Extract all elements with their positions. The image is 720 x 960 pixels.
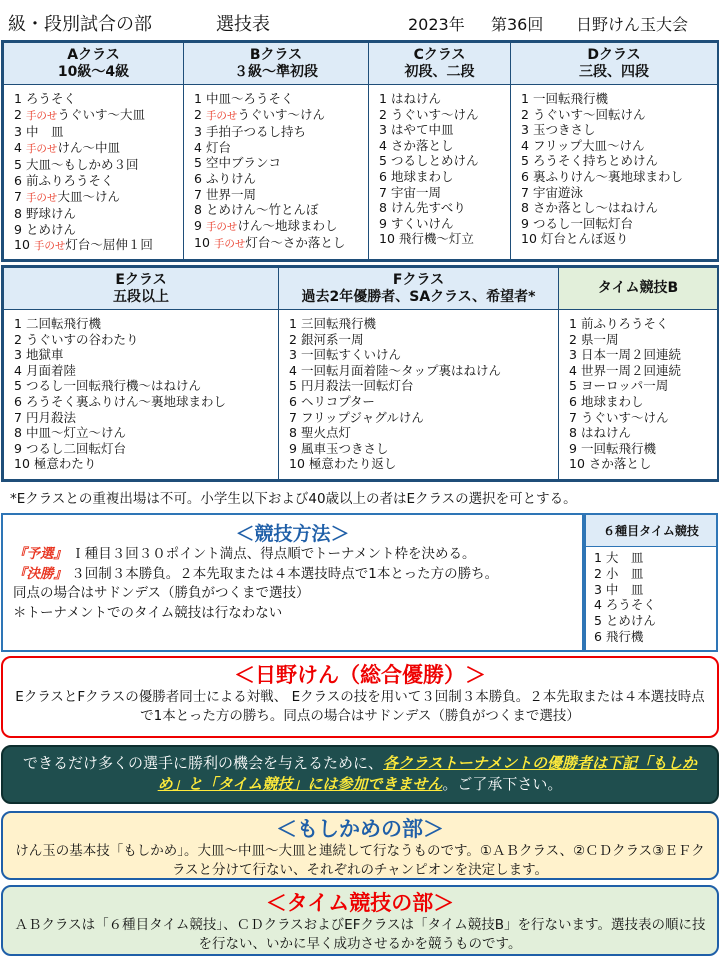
class-range: ３級～準初段 bbox=[234, 63, 318, 80]
skill-item bbox=[14, 332, 278, 348]
skill-name: 手拍子つるし持ち bbox=[205, 124, 306, 140]
class-name: Cクラス bbox=[413, 46, 466, 63]
skill-name: つるし一回転飛行機～はねけん bbox=[25, 378, 201, 394]
page-subtitle: 選技表 bbox=[216, 14, 270, 35]
skill-number: 5 bbox=[14, 378, 22, 394]
class-skill-list bbox=[184, 85, 369, 260]
skill-name: うぐいす～けん bbox=[237, 106, 325, 122]
moshikame-box bbox=[1, 811, 719, 880]
class-skill-list bbox=[511, 85, 718, 260]
hand-tag: 手のせ bbox=[33, 240, 66, 253]
skill-name: 風車玉つきさし bbox=[300, 440, 389, 456]
skill-name: とめけん bbox=[25, 221, 76, 237]
timerace-title: ＜タイム競技の部＞ bbox=[265, 891, 455, 915]
skill-item bbox=[289, 425, 558, 441]
skill-number: 8 bbox=[379, 200, 387, 216]
skill-item bbox=[14, 363, 278, 379]
skill-name: はやて中皿 bbox=[390, 122, 454, 138]
skill-item bbox=[14, 140, 183, 158]
hand-tag: 手のせ bbox=[205, 109, 238, 122]
skill-name: はねけん bbox=[390, 91, 441, 106]
yosen-rule bbox=[13, 545, 572, 565]
skill-number: 2 bbox=[14, 331, 22, 347]
skill-number: 7 bbox=[379, 184, 387, 200]
skill-number: 3 bbox=[569, 347, 577, 363]
skill-name: さか落とし bbox=[588, 456, 652, 472]
skill-name: うぐいすの谷わたり bbox=[25, 331, 139, 347]
skill-item bbox=[194, 107, 368, 125]
skill-number: 8 bbox=[569, 425, 577, 441]
skill-name: 飛行機～灯立 bbox=[398, 231, 474, 247]
kessho-rule bbox=[13, 565, 572, 585]
skill-number: 6 bbox=[194, 170, 202, 186]
skill-name: 一回転すくいけん bbox=[300, 347, 401, 363]
class-range: 初段、二段 bbox=[404, 63, 475, 80]
skill-name: ヘリコプター bbox=[300, 393, 375, 409]
skill-name: 世界一周２回連続 bbox=[580, 362, 681, 378]
class-name: Eクラス bbox=[115, 271, 167, 288]
skill-item bbox=[14, 91, 183, 107]
skill-item bbox=[569, 394, 717, 410]
six-event-item: 3 中 皿 bbox=[594, 581, 644, 597]
skill-item bbox=[194, 155, 368, 171]
skill-name: 世界一周 bbox=[205, 186, 256, 202]
tie-rule: 同点の場合はサドンデス（勝負がつくまで選技） bbox=[13, 585, 310, 601]
skill-name: とめけん～竹とんぼ bbox=[205, 202, 319, 218]
skill-item bbox=[569, 363, 717, 379]
skill-item bbox=[194, 140, 368, 156]
skill-number: 10 bbox=[14, 237, 30, 253]
skill-name: 地球まわし bbox=[580, 393, 644, 409]
skill-name: 灯台～屈伸１回 bbox=[65, 237, 153, 253]
skill-item bbox=[289, 456, 558, 472]
skill-item bbox=[14, 124, 183, 140]
skill-name: 地獄車 bbox=[25, 347, 64, 363]
skill-number: 3 bbox=[194, 124, 202, 140]
skill-name: 日本一周２回連続 bbox=[580, 347, 681, 363]
six-event-title: ６種目タイム競技 bbox=[586, 515, 716, 547]
skill-name: 月面着陸 bbox=[25, 362, 76, 378]
skill-number: 9 bbox=[194, 217, 202, 233]
skill-number: 7 bbox=[569, 409, 577, 425]
skill-item bbox=[194, 124, 368, 140]
skill-name: 一回転月面着陸～タップ裏はねけん bbox=[300, 362, 501, 378]
class-name: タイム競技B bbox=[597, 280, 679, 296]
notice-box bbox=[1, 745, 719, 804]
notice-text bbox=[15, 753, 705, 795]
skill-item bbox=[14, 107, 183, 125]
skill-item bbox=[14, 456, 278, 472]
skill-item bbox=[289, 332, 558, 348]
header bbox=[8, 10, 714, 40]
skill-number: 10 bbox=[569, 456, 585, 472]
skill-name: 大皿～もしかめ３回 bbox=[25, 157, 139, 173]
skill-number: 9 bbox=[14, 440, 22, 456]
skill-name: 極意わたり返し bbox=[308, 456, 397, 472]
skill-item bbox=[194, 235, 368, 253]
skill-item bbox=[569, 441, 717, 457]
top-class-table bbox=[1, 40, 719, 262]
class-name: Aクラス bbox=[67, 46, 120, 63]
method-box bbox=[1, 513, 584, 652]
skill-item bbox=[194, 187, 368, 203]
skill-name: 二回転飛行機 bbox=[25, 316, 101, 331]
skill-name: 中 皿 bbox=[25, 124, 64, 140]
hand-tag: 手のせ bbox=[25, 142, 58, 155]
class-name: Fクラス bbox=[392, 271, 445, 288]
skill-name: 灯台とんぼ返り bbox=[540, 231, 629, 247]
skill-item bbox=[521, 200, 717, 216]
class-skill-list bbox=[4, 310, 279, 480]
skill-name: 中皿～灯立～けん bbox=[25, 425, 126, 441]
skill-item bbox=[521, 138, 717, 154]
skill-name: 裏ふりけん～裏地球まわし bbox=[532, 168, 683, 184]
skill-item bbox=[569, 425, 717, 441]
skill-item bbox=[14, 394, 278, 410]
class-header bbox=[279, 268, 559, 310]
skill-item bbox=[521, 216, 717, 232]
skill-name: さか落とし bbox=[390, 137, 454, 153]
skill-number: 5 bbox=[194, 155, 202, 171]
skill-item bbox=[289, 316, 558, 332]
skill-number: 1 bbox=[14, 316, 22, 331]
skill-name: つるしとめけん bbox=[390, 153, 479, 169]
skill-item bbox=[379, 200, 510, 216]
skill-item bbox=[569, 456, 717, 472]
timerace-box bbox=[1, 885, 719, 956]
skill-number: 2 bbox=[194, 106, 202, 122]
skill-name: 県一周 bbox=[580, 331, 619, 347]
skill-item bbox=[379, 231, 510, 247]
skill-item bbox=[521, 185, 717, 201]
method-note: ＊トーナメントでのタイム競技は行なわない bbox=[13, 604, 283, 621]
skill-item bbox=[379, 122, 510, 138]
skill-item bbox=[521, 231, 717, 247]
bottom-class-table bbox=[1, 265, 719, 482]
skill-name: けん先すべり bbox=[390, 200, 466, 216]
hand-tag: 手のせ bbox=[213, 238, 246, 251]
hino-title: ＜日野けん（総合優勝）＞ bbox=[234, 663, 486, 687]
skill-number: 3 bbox=[521, 122, 529, 138]
skill-number: 4 bbox=[14, 362, 22, 378]
skill-number: 2 bbox=[521, 106, 529, 122]
skill-name: 野球けん bbox=[25, 206, 76, 222]
notice-pre: できるだけ多くの選手に勝利の機会を与えるために、 bbox=[23, 754, 384, 772]
skill-number: 1 bbox=[194, 91, 202, 106]
skill-number: 10 bbox=[521, 231, 537, 247]
skill-number: 6 bbox=[569, 393, 577, 409]
class-header bbox=[4, 268, 279, 310]
skill-name: けん～中皿 bbox=[57, 139, 120, 155]
skill-number: 9 bbox=[521, 215, 529, 231]
skill-name: けん～地球まわし bbox=[237, 217, 338, 233]
class-header bbox=[4, 43, 184, 85]
six-event-list bbox=[586, 547, 716, 645]
skill-item bbox=[379, 107, 510, 123]
skill-item bbox=[289, 410, 558, 426]
skill-number: 10 bbox=[289, 456, 305, 472]
class-name: Dクラス bbox=[587, 46, 641, 63]
skill-item bbox=[289, 441, 558, 457]
skill-item bbox=[569, 410, 717, 426]
timerace-body: ＡＢクラスは「６種目タイム競技」、ＣＤクラスおよびEFクラスは「タイム競技B」を行ないます。選技表の順に技を行ない、いかに早く成功させるかを競うものです。 bbox=[14, 917, 706, 952]
skill-item bbox=[14, 316, 278, 332]
class-skill-list bbox=[369, 85, 511, 260]
skill-item bbox=[14, 206, 183, 222]
footnote: *Eクラスとの重複出場は不可。小学生以下および40歳以上の者はEクラスの選択を可とする。 bbox=[10, 491, 577, 507]
skill-name: はねけん bbox=[580, 425, 631, 441]
skill-item bbox=[569, 316, 717, 332]
skill-name: 三回転飛行機 bbox=[300, 316, 376, 331]
skill-name: 一回転飛行機 bbox=[580, 440, 656, 456]
notice-post: 。ご了承下さい。 bbox=[442, 775, 563, 793]
skill-number: 3 bbox=[14, 124, 22, 140]
skill-name: ろうそく bbox=[25, 91, 76, 106]
skill-name: うぐいす～大皿 bbox=[57, 106, 145, 122]
skill-number: 10 bbox=[194, 235, 210, 251]
skill-name: ろうそく裏ふりけん～裏地球まわし bbox=[25, 393, 226, 409]
skill-item bbox=[379, 216, 510, 232]
skill-number: 6 bbox=[521, 168, 529, 184]
skill-name: ろうそく持ちとめけん bbox=[532, 153, 658, 169]
moshikame-title: ＜もしかめの部＞ bbox=[276, 817, 444, 841]
skill-item bbox=[194, 202, 368, 218]
skill-number: 9 bbox=[569, 440, 577, 456]
skill-name: 銀河系一周 bbox=[300, 331, 364, 347]
skill-item bbox=[379, 185, 510, 201]
skill-number: 7 bbox=[194, 186, 202, 202]
class-header bbox=[559, 268, 718, 310]
event-year: 2023年 bbox=[408, 15, 465, 34]
moshikame-body: けん玉の基本技「もしかめ」。大皿～中皿～大皿と連続して行なうものです。①ＡＢクラス、②ＣＤクラス③ＥＦクラスと分けて行ない、それぞれのチャンピオンを決定します。 bbox=[15, 843, 705, 878]
skill-number: 9 bbox=[14, 221, 22, 237]
method-title: ＜競技方法＞ bbox=[235, 523, 350, 545]
skill-name: 灯台 bbox=[205, 139, 231, 155]
skill-number: 8 bbox=[14, 425, 22, 441]
kessho-text: ３回制３本勝負。２本先取または４本選技時点で1本とった方の勝ち。 bbox=[71, 565, 499, 582]
skill-number: 1 bbox=[14, 91, 22, 106]
skill-number: 2 bbox=[569, 331, 577, 347]
skill-number: 1 bbox=[569, 316, 577, 331]
skill-name: ヨーロッパ一周 bbox=[580, 378, 669, 394]
skill-number: 8 bbox=[14, 206, 22, 222]
skill-number: 5 bbox=[14, 157, 22, 173]
skill-number: 10 bbox=[379, 231, 395, 247]
skill-number: 9 bbox=[289, 440, 297, 456]
skill-number: 9 bbox=[379, 215, 387, 231]
skill-name: ふりけん bbox=[205, 170, 256, 186]
skill-number: 4 bbox=[14, 139, 22, 155]
skill-item bbox=[521, 122, 717, 138]
skill-name: つるし一回転灯台 bbox=[532, 215, 633, 231]
skill-name: 宇宙一周 bbox=[390, 184, 441, 200]
skill-number: 2 bbox=[379, 106, 387, 122]
skill-item bbox=[379, 91, 510, 107]
kessho-label: 『決勝』 bbox=[13, 565, 67, 582]
skill-number: 4 bbox=[521, 137, 529, 153]
class-skill-list bbox=[559, 310, 718, 480]
skill-item bbox=[379, 169, 510, 185]
skill-name: うぐいす～けん bbox=[580, 409, 669, 425]
skill-number: 10 bbox=[14, 456, 30, 472]
yosen-text: Ｉ種目３回３０ポイント満点、得点順でトーナメント枠を決める。 bbox=[71, 546, 476, 562]
skill-number: 7 bbox=[14, 409, 22, 425]
skill-number: 5 bbox=[569, 378, 577, 394]
class-skill-list bbox=[4, 85, 184, 260]
skill-item bbox=[14, 189, 183, 207]
skill-number: 6 bbox=[14, 172, 22, 188]
skill-item bbox=[521, 153, 717, 169]
skill-name: 前ふりろうそく bbox=[25, 172, 114, 188]
skill-name: 空中ブランコ bbox=[205, 155, 281, 171]
notice-highlight: 各クラストーナメントの優勝者は下記「もしかめ」と「タイム競技」には参加できません bbox=[157, 754, 697, 793]
hino-body: EクラスとFクラスの優勝者同士による対戦、 Eクラスの技を用いて３回制３本勝負。２本先取または４本選技時点で1本とった方の勝ち。同点の場合はサドンデス（勝負がつくまで選技） bbox=[15, 689, 705, 724]
skill-number: 6 bbox=[289, 393, 297, 409]
skill-item bbox=[521, 91, 717, 107]
skill-name: 一回転飛行機 bbox=[532, 91, 608, 106]
skill-item bbox=[289, 394, 558, 410]
skill-item bbox=[14, 222, 183, 238]
skill-item bbox=[194, 171, 368, 187]
skill-number: 4 bbox=[289, 362, 297, 378]
skill-item bbox=[379, 138, 510, 154]
skill-number: 4 bbox=[569, 362, 577, 378]
class-range: 10級～4級 bbox=[57, 63, 130, 80]
skill-item bbox=[569, 347, 717, 363]
page-title: 級・段別試合の部 bbox=[8, 14, 152, 35]
skill-number: 2 bbox=[14, 106, 22, 122]
skill-item bbox=[14, 173, 183, 189]
skill-item bbox=[14, 378, 278, 394]
skill-name: つるし二回転灯台 bbox=[25, 440, 126, 456]
skill-name: フリップジャグルけん bbox=[300, 409, 424, 425]
skill-name: うぐいす～けん bbox=[390, 106, 479, 122]
skill-name: 灯台～さか落とし bbox=[245, 235, 346, 251]
class-header bbox=[511, 43, 718, 85]
skill-number: 7 bbox=[521, 184, 529, 200]
skill-number: 6 bbox=[14, 393, 22, 409]
six-event-item: 5 とめけん bbox=[594, 613, 656, 629]
skill-number: 5 bbox=[521, 153, 529, 169]
hino-box bbox=[1, 656, 719, 738]
six-event-item: 1 大 皿 bbox=[594, 550, 644, 565]
skill-name: 大皿～けん bbox=[57, 188, 120, 204]
skill-name: 地球まわし bbox=[390, 168, 454, 184]
skill-name: 中皿～ろうそく bbox=[205, 91, 294, 106]
skill-item bbox=[521, 169, 717, 185]
skill-number: 3 bbox=[14, 347, 22, 363]
six-event-box bbox=[584, 513, 718, 652]
class-name: Bクラス bbox=[249, 46, 303, 63]
skill-item bbox=[14, 347, 278, 363]
skill-name: 円月殺法一回転灯台 bbox=[300, 378, 414, 394]
skill-name: すくいけん bbox=[390, 215, 454, 231]
skill-item bbox=[14, 441, 278, 457]
skill-number: 3 bbox=[379, 122, 387, 138]
skill-number: 1 bbox=[521, 91, 529, 106]
skill-item bbox=[14, 425, 278, 441]
event-edition: 第36回 bbox=[491, 15, 544, 34]
skill-name: 宇宙遊泳 bbox=[532, 184, 583, 200]
skill-number: 8 bbox=[194, 202, 202, 218]
skill-name: うぐいす～回転けん bbox=[532, 106, 646, 122]
skill-number: 5 bbox=[379, 153, 387, 169]
skill-item bbox=[569, 378, 717, 394]
skill-number: 8 bbox=[289, 425, 297, 441]
skill-item bbox=[289, 347, 558, 363]
event-name: 日野けん玉大会 bbox=[576, 15, 689, 34]
six-event-item: 4 ろうそく bbox=[594, 597, 656, 613]
skill-item bbox=[289, 378, 558, 394]
skill-number: 4 bbox=[379, 137, 387, 153]
skill-name: 円月殺法 bbox=[25, 409, 76, 425]
class-range: 三段、四段 bbox=[579, 63, 649, 80]
class-header bbox=[369, 43, 511, 85]
class-header bbox=[184, 43, 369, 85]
class-range: 過去2年優勝者、SAクラス、希望者* bbox=[301, 288, 536, 305]
skill-item bbox=[14, 157, 183, 173]
skill-item bbox=[14, 410, 278, 426]
skill-item bbox=[521, 107, 717, 123]
skill-item bbox=[379, 153, 510, 169]
hand-tag: 手のせ bbox=[205, 220, 238, 233]
class-range: 五段以上 bbox=[113, 288, 169, 305]
skill-name: 聖火点灯 bbox=[300, 425, 351, 441]
skill-name: さか落とし～はねけん bbox=[532, 200, 658, 216]
skill-number: 7 bbox=[14, 188, 22, 204]
skill-item bbox=[14, 237, 183, 255]
skill-name: フリップ大皿～けん bbox=[532, 137, 645, 153]
yosen-label: 『予選』 bbox=[13, 546, 67, 562]
skill-item bbox=[194, 91, 368, 107]
six-event-item: 2 小 皿 bbox=[594, 565, 644, 581]
class-skill-list bbox=[279, 310, 559, 480]
skill-number: 7 bbox=[289, 409, 297, 425]
skill-number: 2 bbox=[289, 331, 297, 347]
skill-number: 3 bbox=[289, 347, 297, 363]
skill-number: 1 bbox=[379, 91, 387, 106]
skill-number: 5 bbox=[289, 378, 297, 394]
hand-tag: 手のせ bbox=[25, 191, 58, 204]
skill-item bbox=[569, 332, 717, 348]
skill-number: 8 bbox=[521, 200, 529, 216]
skill-item bbox=[289, 363, 558, 379]
six-event-item: 6 飛行機 bbox=[594, 628, 644, 644]
skill-number: 4 bbox=[194, 139, 202, 155]
skill-number: 1 bbox=[289, 316, 297, 331]
skill-name: 玉つきさし bbox=[532, 122, 596, 138]
skill-number: 6 bbox=[379, 168, 387, 184]
skill-name: 前ふりろうそく bbox=[580, 316, 669, 331]
skill-name: 極意わたり bbox=[33, 456, 97, 472]
skill-item bbox=[194, 218, 368, 236]
hand-tag: 手のせ bbox=[25, 109, 58, 122]
